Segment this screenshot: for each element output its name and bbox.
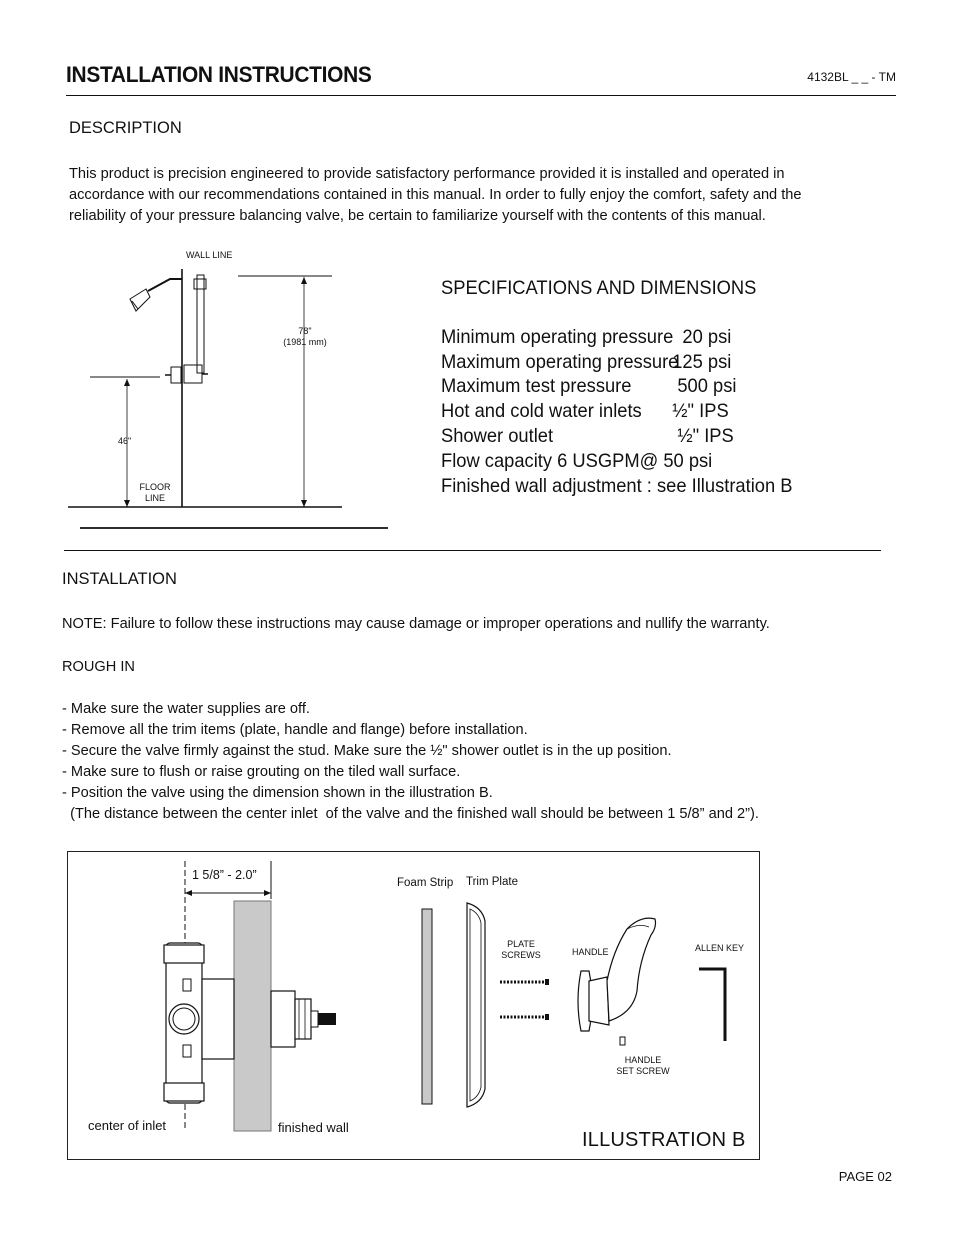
list-item: - Position the valve using the dimension shown in the illustration B.	[62, 785, 493, 801]
spec-value: 500 psi	[672, 375, 737, 398]
page-number: PAGE 02	[838, 1169, 892, 1184]
height-46-label: 46"	[118, 436, 132, 446]
spec-value: 20 psi	[672, 325, 732, 348]
floor-line-label	[134, 482, 176, 504]
list-item: - Make sure to flush or raise grouting on the tiled wall surface.	[62, 764, 461, 780]
plate-screws-label	[498, 939, 544, 961]
spec-row	[441, 350, 793, 375]
list-item: - Secure the valve firmly against the stud. Make sure the ½" shower outlet is in the up position.	[62, 743, 672, 759]
description-line: reliability of your pressure balancing valve, be certain to familiarize yourself with the contents of this manual.	[69, 208, 766, 224]
plate-screws-1: PLATE	[507, 939, 535, 949]
spec-flow: Flow capacity 6 USGPM@ 50 psi	[441, 449, 713, 472]
trim-plate-label: Trim Plate	[466, 876, 518, 888]
spec-row	[441, 399, 793, 424]
set-screw-label	[612, 1055, 674, 1077]
height-78-label	[272, 326, 338, 348]
foam-strip-label: Foam Strip	[397, 877, 454, 889]
spec-label: Minimum operating pressure	[441, 325, 674, 348]
spec-row	[441, 325, 793, 350]
spec-value: ½" IPS	[672, 400, 729, 423]
spec-label: Shower outlet	[441, 424, 554, 447]
spec-label: Maximum operating pressure	[441, 350, 679, 373]
installation-heading: INSTALLATION	[62, 570, 177, 588]
spec-finished-wall: Finished wall adjustment : see Illustration B	[441, 474, 793, 497]
floor-label-1: FLOOR	[139, 482, 171, 492]
spec-row	[441, 424, 793, 449]
specifications	[441, 276, 793, 498]
specs-heading: SPECIFICATIONS AND DIMENSIONS	[441, 277, 757, 299]
dimension-label: 1 5/8” - 2.0”	[192, 868, 257, 882]
allen-key-label: ALLEN KEY	[695, 943, 745, 953]
section-rule	[64, 550, 881, 551]
header-rule	[66, 95, 896, 96]
spec-label: Hot and cold water inlets	[441, 400, 642, 423]
shower-elevation-diagram	[60, 245, 400, 535]
rough-in-heading: ROUGH IN	[62, 659, 135, 675]
spec-value: 125 psi	[672, 350, 732, 373]
illustration-b-drawing	[67, 851, 760, 1160]
description-text	[69, 164, 869, 227]
list-item: - Make sure the water supplies are off.	[62, 701, 310, 717]
set-screw-2: SET SCREW	[616, 1066, 670, 1076]
description-line: accordance with our recommendations contained in this manual. In order to fully enjoy the comfort, safety and the	[69, 187, 802, 203]
list-item: (The distance between the center inlet of the valve and the finished wall should be between 1 5/8” and 2”).	[62, 806, 759, 822]
rough-in-steps	[62, 699, 759, 825]
center-inlet-label: center of inlet	[88, 1118, 167, 1133]
description-heading: DESCRIPTION	[69, 119, 182, 137]
floor-label-2: LINE	[144, 493, 165, 503]
list-item: - Remove all the trim items (plate, handle and flange) before installation.	[62, 722, 528, 738]
wall-line-label: WALL LINE	[186, 250, 233, 260]
handle-label: HANDLE	[572, 947, 609, 957]
height-78-value: 78"	[298, 326, 312, 336]
illustration-title: ILLUSTRATION B	[582, 1129, 746, 1151]
height-78-mm: (1981 mm)	[283, 337, 327, 347]
spec-label: Maximum test pressure	[441, 375, 632, 398]
page-title: INSTALLATION INSTRUCTIONS	[66, 62, 372, 87]
finished-wall-label: finished wall	[278, 1120, 349, 1135]
set-screw-1: HANDLE	[624, 1055, 662, 1065]
plate-screws-2: SCREWS	[501, 950, 541, 960]
description-line: This product is precision engineered to provide satisfactory performance provided it is installed and operated in	[69, 166, 785, 182]
spec-value: ½" IPS	[672, 424, 734, 447]
spec-row	[441, 374, 793, 399]
installation-note: NOTE: Failure to follow these instructions may cause damage or improper operations and nullify the warranty.	[62, 616, 770, 632]
model-number: 4132BL _ _ - TM	[807, 70, 896, 84]
